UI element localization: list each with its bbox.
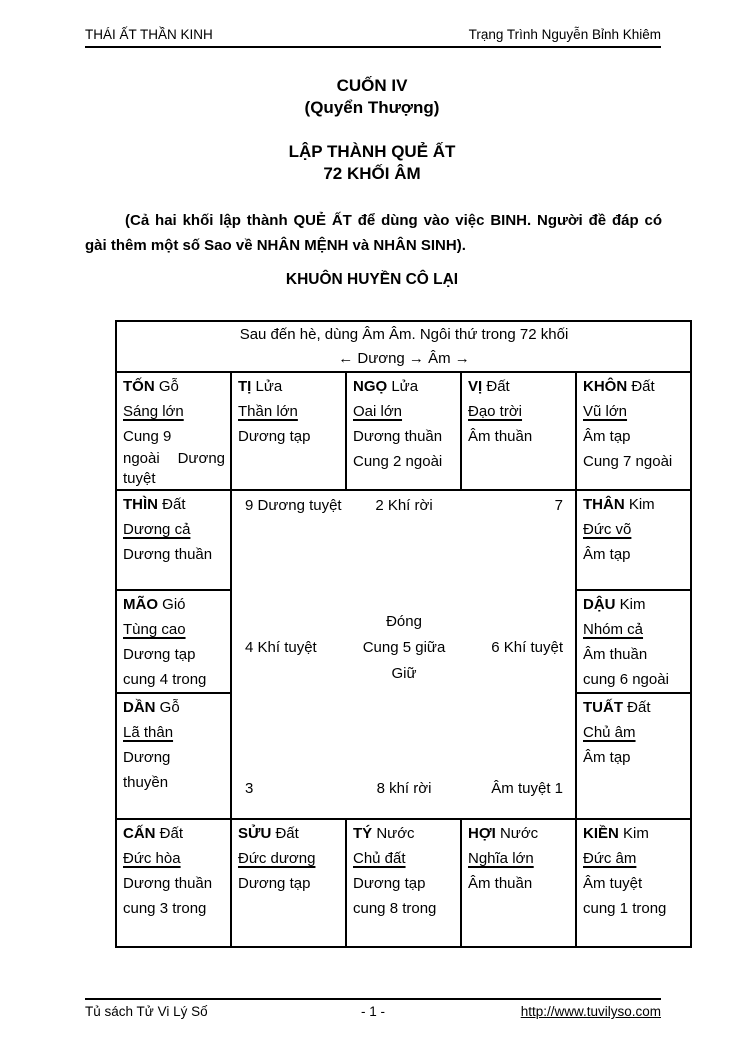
volume-title bbox=[0, 75, 744, 119]
cell-title: TỐN bbox=[123, 378, 155, 395]
center-mid-right: 6 Khí tuyệt bbox=[491, 639, 563, 656]
cell-epithet: Nhóm cả bbox=[583, 621, 644, 638]
table-cell-kien bbox=[576, 819, 691, 947]
cell-element: Lửa bbox=[391, 378, 419, 395]
center-top-row bbox=[238, 494, 570, 518]
footer-collection: Tủ sách Tử Vi Lý Số bbox=[85, 1004, 208, 1019]
cell-epithet: Dương cả bbox=[123, 521, 191, 538]
table-cell-ton bbox=[116, 372, 231, 490]
center-bottom-row bbox=[238, 777, 570, 801]
cell-element: Đất bbox=[627, 699, 651, 716]
cell-epithet: Tùng cao bbox=[123, 621, 186, 638]
cell-element: Đất bbox=[486, 378, 510, 395]
cell-epithet: Oai lớn bbox=[353, 403, 403, 420]
cell-element: Nước bbox=[499, 825, 539, 842]
table-caption-cell bbox=[116, 321, 691, 372]
cell-line3: Dương tạp bbox=[238, 875, 311, 892]
cell-epithet: Sáng lớn bbox=[123, 403, 184, 420]
cell-line3: Dương thuần bbox=[123, 875, 213, 892]
cell-element: Đất bbox=[275, 825, 299, 842]
cell-epithet: Đạo trời bbox=[468, 403, 523, 420]
cell-line3: Âm tạp bbox=[583, 749, 631, 766]
cell-epithet: Chủ đất bbox=[353, 850, 406, 867]
table-cell-can bbox=[116, 819, 231, 947]
table-cell-vi bbox=[461, 372, 576, 490]
cell-line3: Dương thuần bbox=[123, 546, 213, 563]
cell-line3: Dương bbox=[123, 749, 171, 766]
cell-line3: Âm thuần bbox=[583, 646, 648, 663]
cell-line3: Cung 9 bbox=[123, 428, 172, 445]
table-caption-row bbox=[116, 321, 691, 372]
intro-paragraph: (Cả hai khối lập thành QUẺ ẤT để dùng vào việc BINH. Người đề đáp có gài thêm một số Sao về NHÂN MỆNH và NHÂN SINH). bbox=[85, 212, 662, 254]
center-mid-left: 4 Khí tuyệt bbox=[245, 639, 317, 656]
center-mid-line1: Đóng bbox=[386, 612, 422, 630]
table-cell-dan bbox=[116, 693, 231, 819]
table-cell-ngo bbox=[346, 372, 461, 490]
footer-page-number: - 1 - bbox=[360, 1004, 385, 1019]
chapter-title-line1: LẬP THÀNH QUẺ ẤT bbox=[288, 142, 456, 161]
center-top-center: 2 Khí rời bbox=[375, 497, 433, 514]
table-row bbox=[116, 819, 691, 947]
cell-line4: cung 3 trong bbox=[123, 900, 207, 917]
header-book-title: THÁI ẤT THẦN KINH bbox=[85, 27, 213, 42]
table-cell-ty bbox=[346, 819, 461, 947]
cell-epithet: Nghĩa lớn bbox=[468, 850, 534, 867]
cell-title: DẦN bbox=[123, 699, 156, 716]
cell-line4: Cung 7 ngoài bbox=[583, 453, 673, 470]
center-merged-cell bbox=[231, 490, 576, 819]
cell-line3: Dương tạp bbox=[238, 428, 311, 445]
page-footer bbox=[85, 998, 661, 1020]
center-bottom-right: Âm tuyệt 1 bbox=[491, 780, 563, 797]
center-top-left: 9 Dương tuyệt bbox=[245, 497, 342, 514]
volume-title-line2: (Quyển Thượng) bbox=[304, 98, 440, 117]
table-cell-ti bbox=[231, 372, 346, 490]
center-bottom-left: 3 bbox=[245, 780, 254, 797]
cell-element: Kim bbox=[619, 596, 646, 613]
cell-epithet: Thần lớn bbox=[238, 403, 298, 420]
cell-line3: Dương tạp bbox=[123, 646, 196, 663]
cell-element: Đất bbox=[631, 378, 655, 395]
cell-line4: thuyền bbox=[123, 774, 169, 791]
cell-title: TỊ bbox=[238, 378, 252, 395]
header-author: Trạng Trình Nguyễn Bỉnh Khiêm bbox=[468, 27, 661, 42]
table-cell-khon bbox=[576, 372, 691, 490]
cell-line3: Dương thuần bbox=[353, 428, 443, 445]
section-heading: KHUÔN HUYỀN CÔ LẠI bbox=[285, 271, 459, 288]
page-header bbox=[85, 27, 661, 48]
footer-link[interactable]: http://www.tuvilyso.com bbox=[520, 1004, 661, 1019]
cell-epithet: Đức dương bbox=[238, 850, 316, 867]
volume-title-line1: CUỐN IV bbox=[336, 76, 408, 95]
cell-line3: Âm thuần bbox=[468, 875, 533, 892]
cell-element: Gỗ bbox=[159, 699, 180, 716]
center-mid-block bbox=[351, 609, 457, 687]
cell-element: Gỗ bbox=[158, 378, 179, 395]
center-top-right: 7 bbox=[554, 497, 563, 514]
cell-element: Kim bbox=[628, 496, 655, 513]
center-mid-line3: Giữ bbox=[391, 664, 417, 682]
chapter-title bbox=[0, 141, 744, 185]
cell-title: KIỀN bbox=[583, 825, 619, 842]
cell-title: SỬU bbox=[238, 825, 272, 842]
chapter-title-line2: 72 KHỐI ÂM bbox=[323, 164, 421, 183]
cell-title: KHÔN bbox=[583, 378, 628, 395]
cell-line4: cung 1 trong bbox=[583, 900, 667, 917]
table-cell-mao bbox=[116, 590, 231, 693]
table-cell-suu bbox=[231, 819, 346, 947]
cell-line4: Cung 2 ngoài bbox=[353, 453, 443, 470]
caption-line2-arrows: ← Dương → Âm → bbox=[338, 350, 470, 367]
table-row bbox=[116, 372, 691, 490]
cell-element: Nước bbox=[376, 825, 415, 842]
cell-element: Lửa bbox=[255, 378, 283, 395]
cell-title: THÌN bbox=[123, 496, 158, 513]
cell-epithet: Đức âm bbox=[583, 850, 637, 867]
cell-title: HỢI bbox=[468, 825, 496, 842]
cell-element: Đất bbox=[162, 496, 186, 513]
cell-element: Đất bbox=[159, 825, 184, 842]
cell-line3: Âm tuyệt bbox=[583, 875, 643, 892]
table-cell-hoi bbox=[461, 819, 576, 947]
table-cell-thin bbox=[116, 490, 231, 590]
cell-line4: cung 6 ngoài bbox=[583, 671, 669, 688]
cell-line4: ngoài Dương tuyệt bbox=[123, 450, 225, 487]
table-cell-than bbox=[576, 490, 691, 590]
cell-epithet: Đức võ bbox=[583, 521, 632, 538]
caption-line1: Sau đến hè, dùng Âm Âm. Ngôi thứ trong 72 khối bbox=[239, 326, 569, 343]
khuon-table bbox=[115, 320, 692, 948]
center-mid-line2: Cung 5 giữa bbox=[362, 638, 446, 656]
center-middle-row bbox=[238, 609, 570, 687]
cell-title: TUẤT bbox=[583, 699, 623, 716]
cell-line4: cung 4 trong bbox=[123, 671, 207, 688]
table-cell-tuat bbox=[576, 693, 691, 819]
cell-line3: Âm tạp bbox=[583, 428, 631, 445]
cell-line3: Âm thuần bbox=[468, 428, 533, 445]
cell-epithet: Đức hòa bbox=[123, 850, 181, 867]
cell-line4: cung 8 trong bbox=[353, 900, 437, 917]
cell-title: MÃO bbox=[123, 596, 158, 613]
center-bottom-center: 8 khí rời bbox=[376, 780, 432, 797]
cell-line3: Âm tạp bbox=[583, 546, 631, 563]
cell-title: DẬU bbox=[583, 596, 616, 613]
cell-line3: Dương tạp bbox=[353, 875, 426, 892]
cell-title: THÂN bbox=[583, 496, 625, 513]
cell-epithet: Lã thân bbox=[123, 724, 174, 741]
cell-element: Kim bbox=[623, 825, 649, 842]
cell-epithet: Vũ lớn bbox=[583, 403, 628, 420]
cell-epithet: Chủ âm bbox=[583, 724, 636, 741]
table-row bbox=[116, 490, 691, 590]
cell-title: TÝ bbox=[353, 825, 373, 842]
cell-title: NGỌ bbox=[353, 378, 388, 395]
table-cell-dau bbox=[576, 590, 691, 693]
cell-element: Gió bbox=[162, 596, 186, 613]
cell-title: CẤN bbox=[123, 825, 156, 842]
cell-title: VỊ bbox=[468, 378, 483, 395]
